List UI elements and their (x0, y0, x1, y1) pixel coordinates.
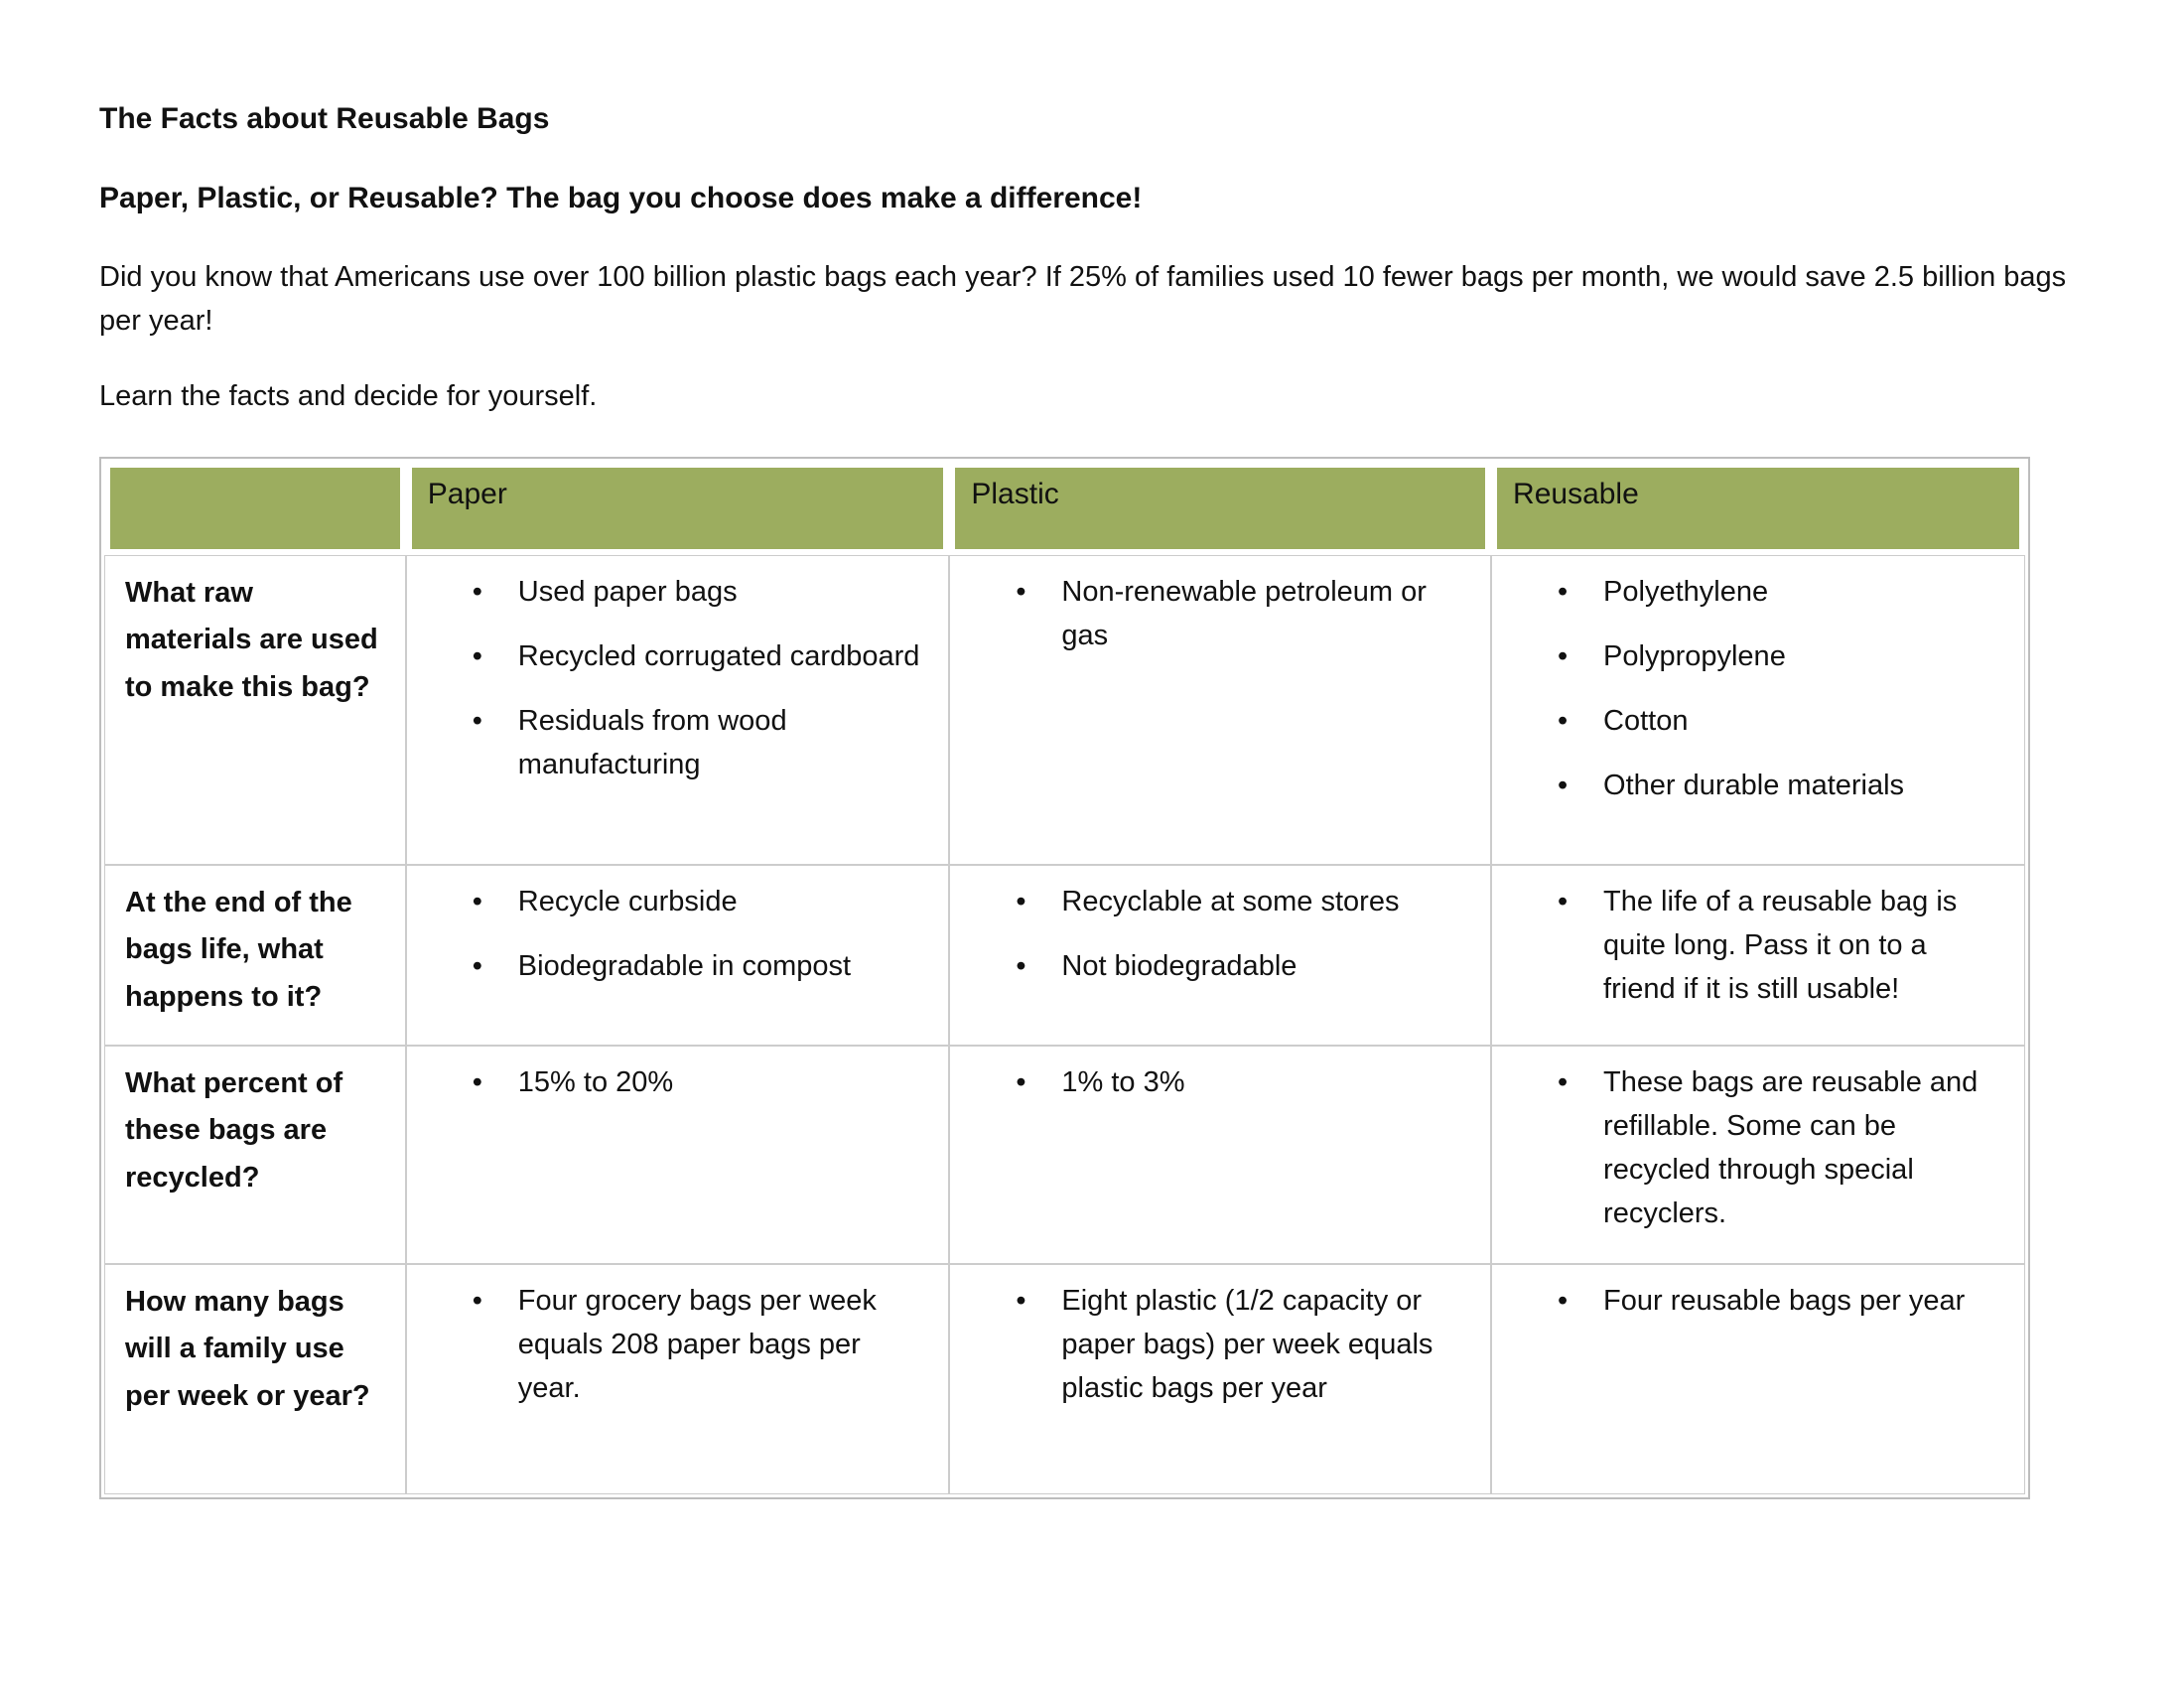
bullet-list (427, 1279, 929, 1410)
bullet-item: • Recycled corrugated cardboard (427, 634, 929, 678)
bullet-list (427, 1060, 929, 1104)
bullet-item: • 15% to 20% (427, 1060, 929, 1104)
plastic-cell (949, 865, 1491, 1046)
bullet-item: • Other durable materials (1512, 764, 2004, 807)
bullet-list (1512, 570, 2004, 807)
bullet-list (1512, 1060, 2004, 1235)
bullet-list (1512, 1279, 2004, 1323)
table-row (104, 865, 2025, 1046)
bullet-list (970, 880, 1470, 988)
bullet-list (427, 570, 929, 786)
question-cell: What raw materials are used to make this bag? (104, 555, 406, 865)
paper-cell (406, 865, 950, 1046)
bullet-list (970, 1060, 1470, 1104)
reusable-cell (1491, 865, 2025, 1046)
plastic-cell (949, 1264, 1491, 1494)
table-row (104, 555, 2025, 865)
reusable-cell (1491, 1046, 2025, 1264)
bullet-item: • Four grocery bags per week equals 208 paper bags per year. (427, 1279, 929, 1410)
reusable-cell (1491, 555, 2025, 865)
table-row (104, 1046, 2025, 1264)
bullet-item: • The life of a reusable bag is quite long. Pass it on to a friend if it is still usable! (1512, 880, 2004, 1011)
bullet-item: • These bags are reusable and refillable. Some can be recycled through special recyclers. (1512, 1060, 2004, 1235)
bullet-list (1512, 880, 2004, 1011)
column-header-reusable: Reusable (1491, 462, 2025, 555)
question-cell: What percent of these bags are recycled? (104, 1046, 406, 1264)
bullet-item: • Biodegradable in compost (427, 944, 929, 988)
lead-in-paragraph: Learn the facts and decide for yourself. (99, 380, 598, 412)
bullet-item: • Polypropylene (1512, 634, 2004, 678)
plastic-cell (949, 1046, 1491, 1264)
bullet-item: • Polyethylene (1512, 570, 2004, 614)
column-header-blank (104, 462, 406, 555)
plastic-cell (949, 555, 1491, 865)
bullet-list (970, 570, 1470, 657)
facts-table (104, 462, 2025, 1494)
paper-cell (406, 1264, 950, 1494)
intro-paragraph: Did you know that Americans use over 100 billion plastic bags each year? If 25% of families used 10 fewer bags per month, we would save 2.5 billion bags per year! (99, 261, 2067, 337)
bullet-item: • Residuals from wood manufacturing (427, 699, 929, 786)
bullet-item: • Recycle curbside (427, 880, 929, 923)
question-cell: At the end of the bags life, what happens to it? (104, 865, 406, 1046)
bullet-item: • Eight plastic (1/2 capacity or paper bags) per week equals plastic bags per year (970, 1279, 1470, 1410)
bullet-item: • 1% to 3% (970, 1060, 1470, 1104)
bullet-item: • Not biodegradable (970, 944, 1470, 988)
table-row (104, 1264, 2025, 1494)
bullet-item: • Four reusable bags per year (1512, 1279, 2004, 1323)
reusable-cell (1491, 1264, 2025, 1494)
page-subtitle: Paper, Plastic, or Reusable? The bag you choose does make a difference! (99, 182, 1143, 214)
question-cell: How many bags will a family use per week or year? (104, 1264, 406, 1494)
paper-cell (406, 555, 950, 865)
bullet-item: • Non-renewable petroleum or gas (970, 570, 1470, 657)
header-row (104, 462, 2025, 555)
paper-cell (406, 1046, 950, 1264)
bullet-list (970, 1279, 1470, 1410)
facts-table-frame (99, 457, 2030, 1499)
page-title: The Facts about Reusable Bags (99, 102, 550, 135)
bullet-item: • Used paper bags (427, 570, 929, 614)
column-header-paper: Paper (406, 462, 950, 555)
bullet-item: • Cotton (1512, 699, 2004, 743)
bullet-item: • Recyclable at some stores (970, 880, 1470, 923)
bullet-list (427, 880, 929, 988)
column-header-plastic: Plastic (949, 462, 1491, 555)
